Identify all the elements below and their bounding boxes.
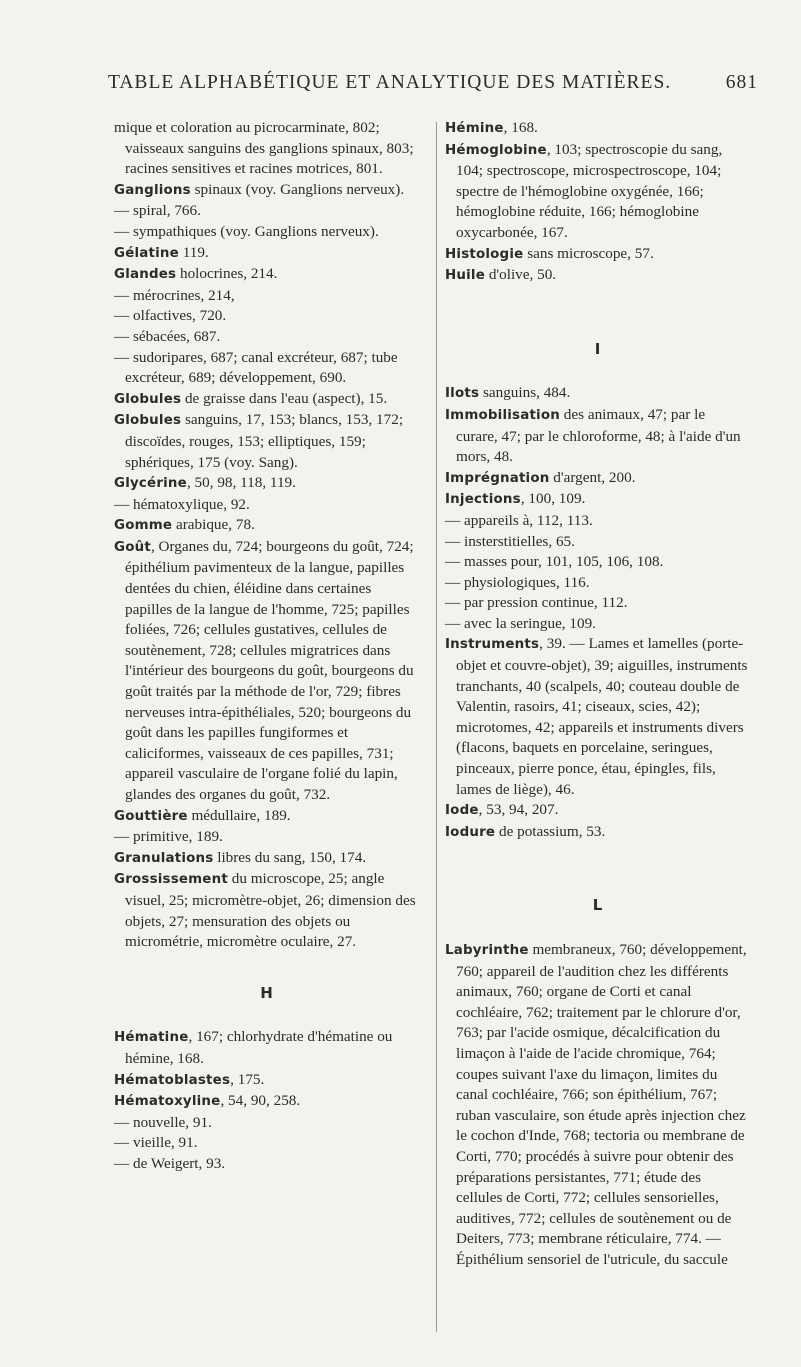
index-entry: [445, 552, 750, 573]
index-entry-text: — nouvelle, 91.: [114, 1113, 212, 1131]
right-column: [445, 118, 750, 1271]
index-entry-text: 119.: [178, 243, 209, 261]
index-entry: [445, 593, 750, 614]
index-entry-text: d'olive, 50.: [485, 266, 557, 284]
section-letter-i: I: [594, 339, 601, 358]
page-number: 681: [725, 72, 758, 93]
index-entry-text: libres du sang, 150, 174.: [213, 848, 367, 866]
index-entry: [114, 537, 419, 806]
index-entry: [114, 180, 419, 202]
section-g-entries: [114, 118, 419, 953]
index-entry-headword: Hématoxyline: [114, 1094, 221, 1110]
section-letter-h: H: [260, 983, 273, 1002]
index-entry-headword: Huile: [445, 268, 486, 284]
section-l-entries: [445, 940, 750, 1271]
index-entry-headword: Hématoblastes: [114, 1072, 231, 1088]
index-entry-headword: Iode: [445, 803, 479, 819]
index-entry-headword: Instruments: [445, 637, 540, 653]
index-entry-text: — de Weigert, 93.: [114, 1154, 226, 1172]
index-entry-text: — hématoxylique, 92.: [114, 495, 250, 513]
header-title: TABLE ALPHABÉTIQUE ET ANALYTIQUE DES MATIÈRES.: [108, 72, 672, 93]
index-entry-headword: Glycérine: [114, 476, 187, 492]
index-entry-text: , 54, 90, 258.: [220, 1092, 301, 1110]
index-entry-text: — olfactives, 720.: [114, 307, 227, 325]
index-entry-text: , 168.: [503, 119, 538, 136]
index-entry: [445, 800, 750, 822]
index-entry-headword: Histologie: [445, 246, 524, 262]
index-entry: [445, 140, 750, 244]
index-entry-text: sanguins, 484.: [479, 384, 571, 402]
index-entry: [114, 286, 419, 307]
index-entry-text: — par pression continue, 112.: [445, 594, 628, 612]
index-entry-headword: Gouttière: [114, 808, 188, 824]
index-entry: [445, 532, 750, 553]
index-entry: [445, 489, 750, 511]
index-entry-text: — mérocrines, 214,: [114, 286, 235, 304]
index-entry-headword: Granulations: [114, 850, 214, 866]
index-entry: [445, 244, 750, 266]
index-entry-text: , 100, 109.: [520, 490, 586, 508]
index-entry: [114, 222, 419, 243]
index-entry-text: — masses pour, 101, 105, 106, 108.: [445, 553, 664, 571]
index-entry-text: — sympathiques (voy. Ganglions nerveux).: [114, 222, 379, 240]
index-entry-headword: Ganglions: [114, 182, 191, 198]
left-column: [114, 118, 419, 1175]
index-entry: [114, 201, 419, 222]
index-entry: [114, 869, 419, 952]
index-entry-text: du microscope, 25; angle visuel, 25; micromètre-objet, 26; dimension des objets, 27; mensuration des objets ou micrométrie, micromètre oculaire, 27.: [125, 870, 416, 951]
section-h-entries: [114, 1027, 419, 1174]
index-entry: [114, 389, 419, 411]
index-entry-headword: Hématine: [114, 1030, 189, 1046]
index-entry-headword: Injections: [445, 492, 521, 508]
index-entry-text: — appareils à, 112, 113.: [445, 511, 593, 529]
index-entry-text: médullaire, 189.: [187, 806, 291, 824]
index-entry-text: d'argent, 200.: [549, 468, 636, 486]
index-entry-text: arabique, 78.: [172, 516, 255, 534]
index-entry-text: spinaux (voy. Ganglions nerveux).: [190, 180, 405, 198]
index-entry-text: , Organes du, 724; bourgeons du goût, 724; épithélium pavimenteux de la langue, papilles dentées du chien, éléidine dans certaines papilles de la langue de l'homme, 725; papilles foliées, 726; cellules gustatives, cellules de soutènement, 728; cellules migratrices dans l'intérieur des bourgeons du goût, bourgeons du goût traités par la méthode de l'or, 729; fibres nerveuses intra-épithéliales, 520; bourgeons du goût dans les papilles fungiformes et caliciformes, vaisseaux de ces papilles, 731; appareil vasculaire de l'organe folié du lapin, glandes des organes du goût, 732.: [125, 537, 414, 803]
index-entry-text: de potassium, 53.: [495, 822, 606, 840]
index-entry: [445, 511, 750, 532]
index-entry-headword: Iodure: [445, 824, 496, 840]
running-header: [108, 72, 758, 94]
index-entry-text: , 39. — Lames et lamelles (porte-objet et couvre-objet), 39; aiguilles, instruments tranchants, 40 (scalpels, 40; couteau double de Valentin, rasoirs, 41; ciseaux, scies, 42); microtomes, 42; appareils et instruments divers (flacons, baquets en porcelaine, seringues, pinceaux, pierre ponce, étau, épingles, fils, lames de liège), 46.: [456, 635, 748, 798]
index-entry: [114, 1027, 419, 1069]
index-entry: [114, 495, 419, 516]
index-entry-text: , 50, 98, 118, 119.: [186, 474, 296, 492]
index-entry-text: membraneux, 760; développement, 760; appareil de l'audition chez les différents animaux, 760; organe de Corti et canal cochléaire, 762; traitement par le chlorure d'or, 763; par l'acide osmique, décalcification du limaçon à l'aide de l'acide chromique, 764; coupes suivant l'axe du limaçon, limites du canal cochléaire, 766; son épithélium, 767; ruban vasculaire, son étude après injection chez le cochon d'Inde, 768; tectoria ou membrane de Corti, 770; procédés à suivre pour obtenir des préparations persistantes, 771; étude des cellules de Corti, 772; cellules sensorielles, auditives, 772; cellules de soutènement ou de Deiters, 773; membrane réticulaire, 774. — Épithélium sensoriel de l'utricule, du saccule: [456, 941, 747, 1268]
index-entry-text: , 167; chlorhydrate d'hématine ou hémine, 168.: [125, 1028, 393, 1067]
column-divider: [436, 122, 437, 1332]
index-entry: [114, 1154, 419, 1175]
index-entry-headword: Glandes: [114, 267, 177, 283]
index-entry-text: sans microscope, 57.: [523, 244, 654, 262]
index-entry-text: — insterstitielles, 65.: [445, 532, 575, 550]
index-entry-text: , 53, 94, 207.: [478, 801, 559, 819]
index-entry-text: — primitive, 189.: [114, 828, 223, 846]
index-entry-headword: Hémoglobine: [445, 142, 547, 158]
index-entry: [445, 118, 750, 140]
index-entry-text: — physiologiques, 116.: [445, 573, 590, 591]
index-entry: [445, 405, 750, 468]
index-entry: [445, 468, 750, 490]
index-entry-text: — avec la seringue, 109.: [445, 614, 596, 632]
index-entry-text: — vieille, 91.: [114, 1134, 198, 1152]
index-entry: [114, 243, 419, 265]
section-letter-l: L: [592, 896, 603, 915]
index-entry-headword: Globules: [114, 391, 182, 407]
index-entry: [114, 827, 419, 848]
index-entry: [114, 473, 419, 495]
index-entry: [114, 1070, 419, 1092]
index-entry: [445, 383, 750, 405]
index-entry: [445, 634, 750, 800]
index-entry-headword: Ilots: [445, 386, 480, 402]
index-entry-text: holocrines, 214.: [176, 265, 278, 283]
index-entry: [114, 264, 419, 286]
index-entry-text: sanguins, 17, 153; blancs, 153, 172; discoïdes, rouges, 153; elliptiques, 159; sphériques, 175 (voy. Sang).: [125, 411, 404, 471]
index-entry-headword: Labyrinthe: [445, 943, 529, 958]
index-entry: [445, 573, 750, 594]
index-entry-text: — spiral, 766.: [114, 202, 201, 220]
index-entry: [114, 118, 419, 180]
index-entry-headword: Goût: [114, 539, 151, 555]
index-entry-headword: Grossissement: [114, 872, 228, 888]
index-entry-text: , 175.: [230, 1070, 265, 1088]
index-entry: [445, 822, 750, 844]
index-entry-headword: Imprégnation: [445, 470, 550, 486]
index-entry: [114, 1091, 419, 1113]
index-entry-text: mique et coloration au picrocarminate, 802; vaisseaux sanguins des ganglions spinaux, 803; racines sensitives et racines motrices, 801.: [114, 119, 414, 178]
index-entry-headword: Hémine: [445, 121, 504, 136]
index-entry-text: , 103; spectroscopie du sang, 104; spectroscope, microspectroscope, 104; spectre de l'hémoglobine oxygénée, 166; hémoglobine réduite, 166; hémoglobine oxycarbonée, 167.: [456, 140, 723, 241]
index-entry-text: — sébacées, 687.: [114, 327, 221, 345]
index-entry-text: des animaux, 47; par le curare, 47; par le chloroforme, 48; à l'aide d'un mors, 48.: [456, 405, 741, 466]
section-h-continued-entries: [445, 118, 750, 287]
index-entry: [114, 1133, 419, 1154]
index-entry: [445, 265, 750, 287]
index-entry: [114, 348, 419, 389]
index-entry-headword: Gélatine: [114, 245, 179, 261]
index-entry-headword: Globules: [114, 413, 182, 429]
index-entry-headword: Gomme: [114, 518, 173, 534]
index-entry-headword: Immobilisation: [445, 407, 560, 423]
index-entry-text: de graisse dans l'eau (aspect), 15.: [181, 389, 388, 407]
section-i-entries: [445, 383, 750, 843]
index-entry: [114, 1113, 419, 1134]
index-entry: [114, 327, 419, 348]
index-entry-text: — sudoripares, 687; canal excréteur, 687; tube excréteur, 689; développement, 690.: [114, 348, 398, 387]
index-entry: [114, 806, 419, 828]
index-entry: [114, 848, 419, 870]
index-entry: [114, 515, 419, 537]
index-entry: [445, 614, 750, 635]
index-entry: [114, 306, 419, 327]
index-entry: [445, 940, 750, 1271]
index-entry: [114, 410, 419, 473]
